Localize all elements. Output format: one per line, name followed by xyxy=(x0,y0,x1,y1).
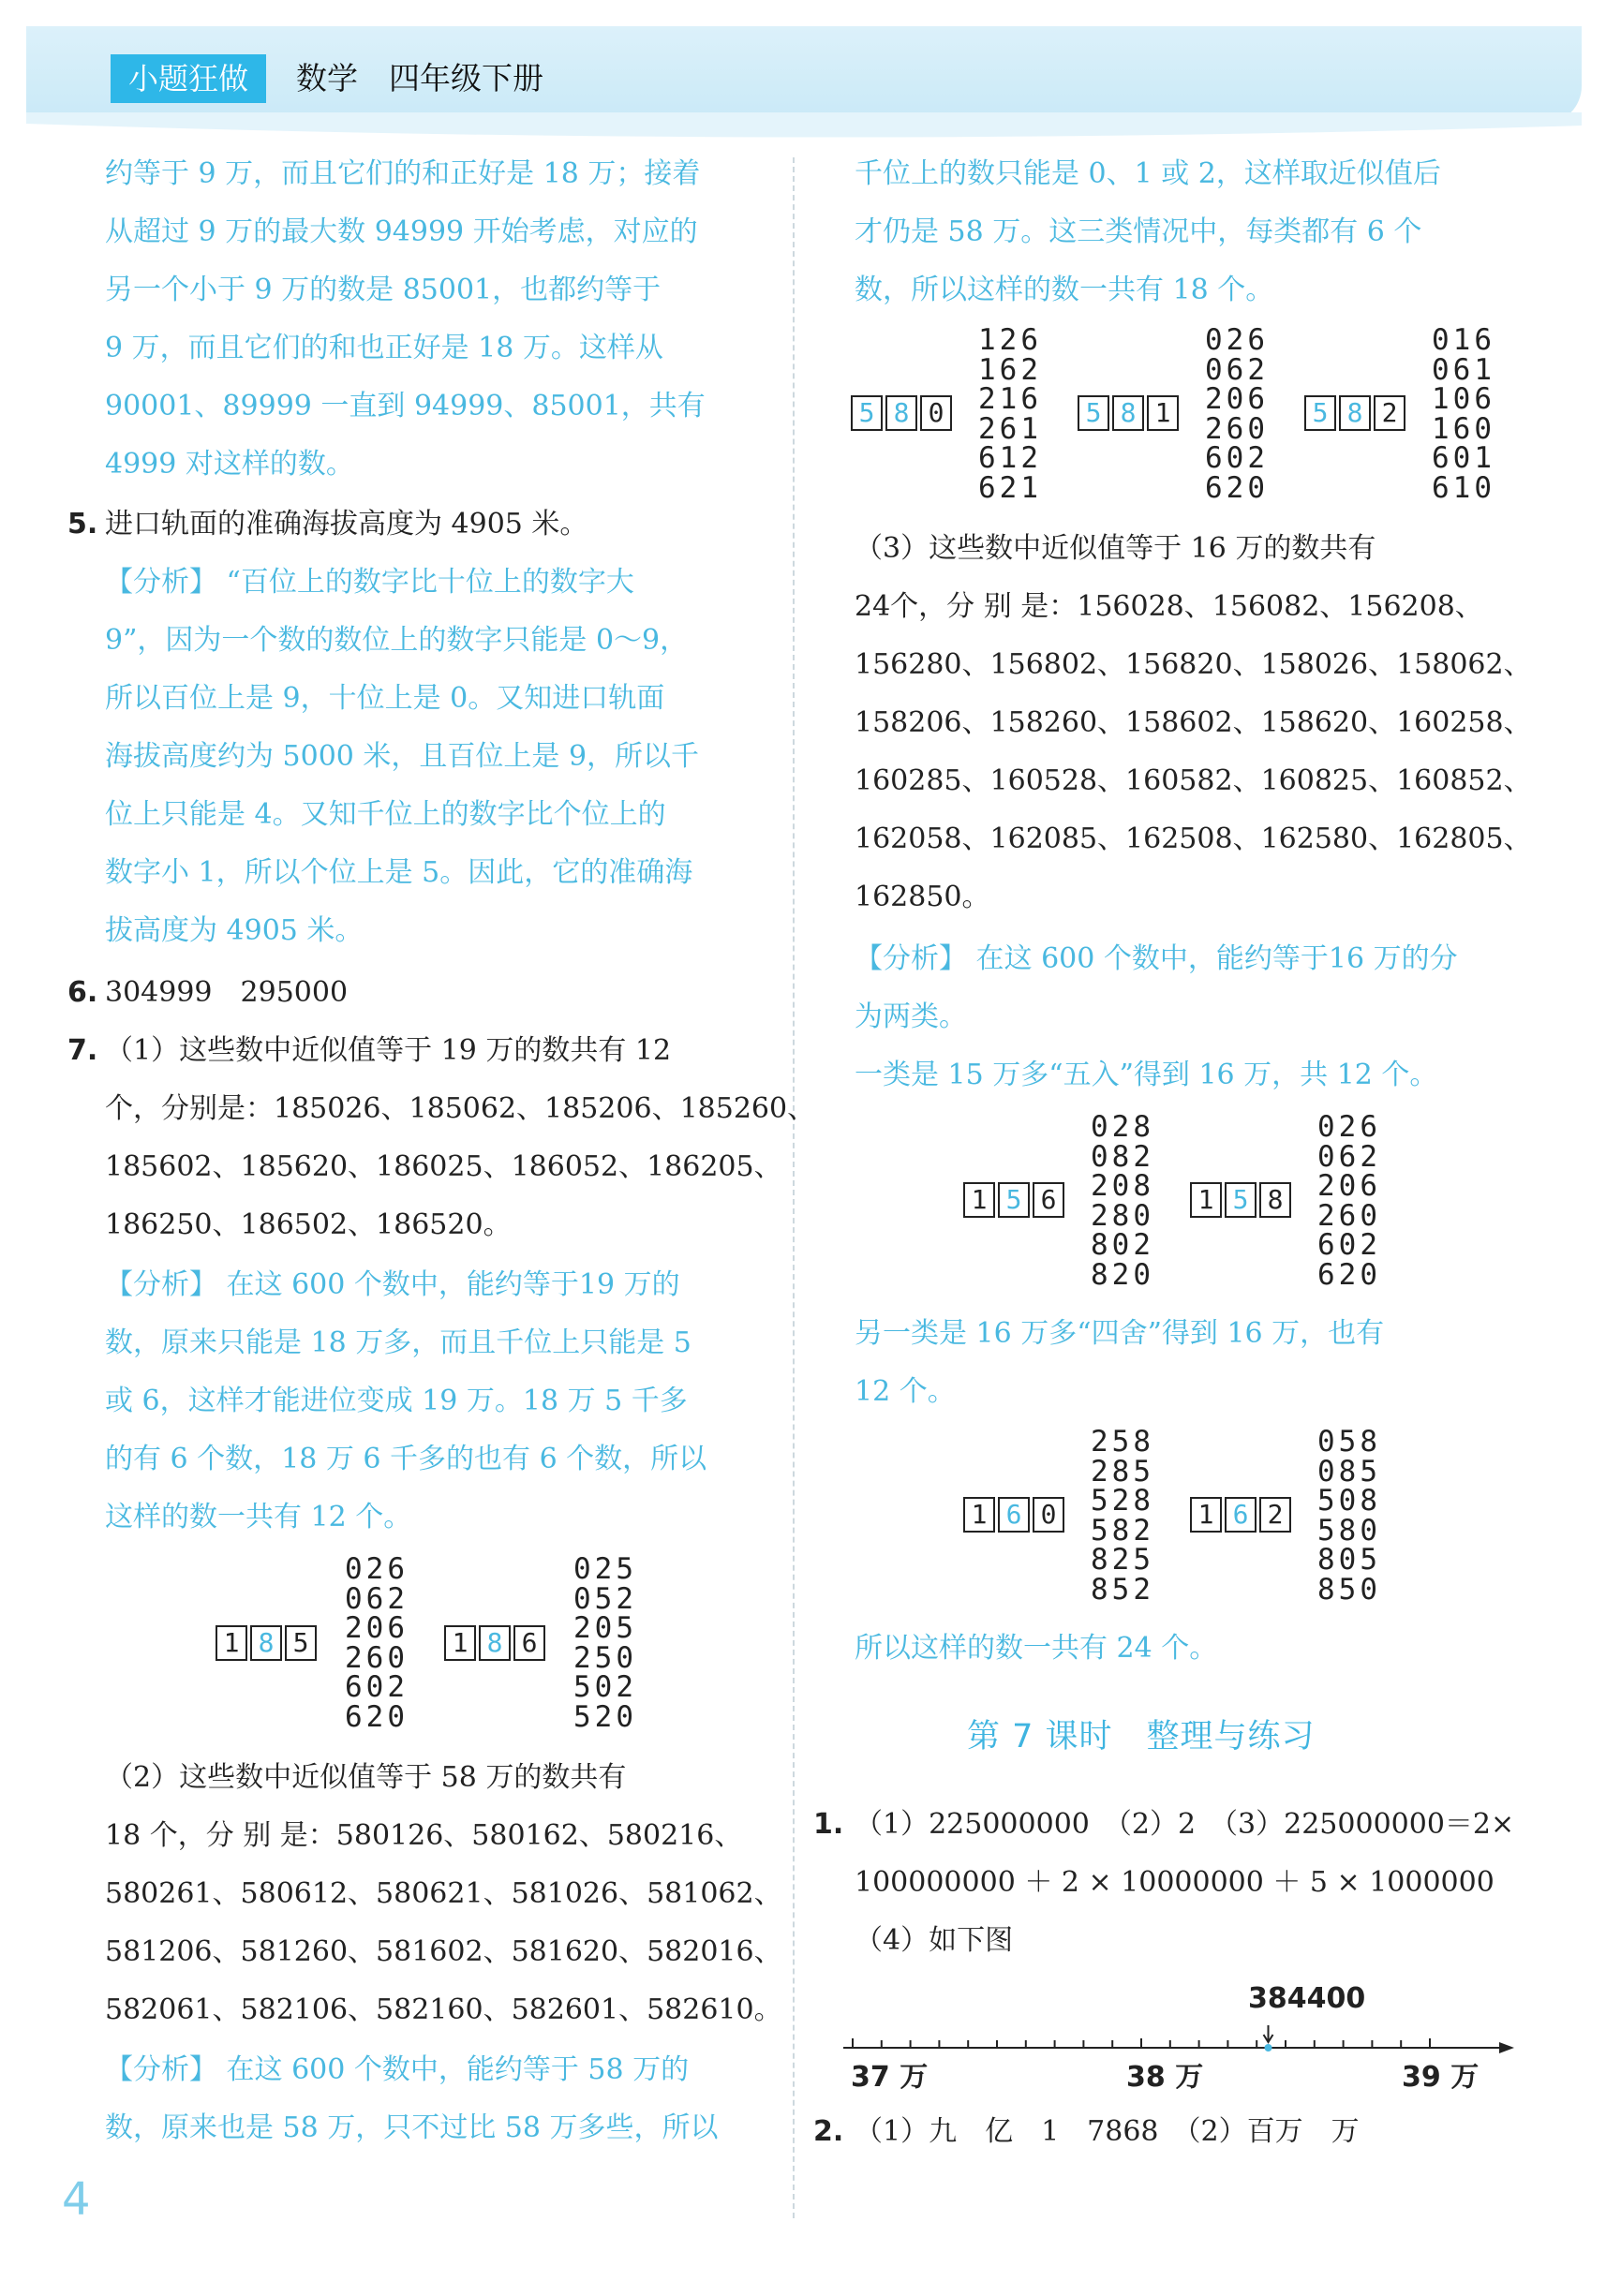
stack-item: 216 xyxy=(978,382,1042,416)
page-number: 4 xyxy=(62,2173,91,2226)
stack-item: 261 xyxy=(978,411,1042,446)
stack-item: 802 xyxy=(1091,1228,1154,1262)
answer-line: 18 个，分 别 是：580126、580162、580216、 xyxy=(105,1819,743,1852)
answer-line: 582061、582106、582160、582601、582610。 xyxy=(105,1993,782,2026)
stack-item: 582 xyxy=(1091,1513,1154,1548)
answer-line: （1）九 亿 1 7868 （2）百万 万 xyxy=(855,2115,1360,2148)
stack-item: 026 xyxy=(1317,1110,1381,1144)
number-line-marker-label: 384400 xyxy=(1248,1982,1366,2015)
analysis-line: 【分析】 在这 600 个数中，能约等于 58 万的 xyxy=(105,2053,690,2086)
stack-item: 260 xyxy=(345,1640,409,1675)
digit-box: 2 xyxy=(1374,395,1405,431)
stack-item: 285 xyxy=(1091,1454,1154,1489)
analysis-line: 千位上的数只能是 0、1 或 2，这样取近似值后 xyxy=(855,157,1441,190)
stack-item: 520 xyxy=(573,1699,637,1734)
digit-box: 5 xyxy=(285,1625,317,1661)
digit-box: 8 xyxy=(479,1625,511,1661)
stack-item: 205 xyxy=(573,1611,637,1645)
stack-item: 805 xyxy=(1317,1543,1381,1577)
digit-box: 8 xyxy=(1112,395,1144,431)
analysis-line: 另一类是 16 万多“四舍”得到 16 万，也有 xyxy=(855,1317,1385,1350)
digit-stack xyxy=(1205,323,1269,505)
answer-line: （1）225000000 （2）2 （3）225000000＝2× xyxy=(855,1808,1515,1841)
arrow-head-icon xyxy=(1499,2042,1514,2053)
analysis-line: 拔高度为 4905 米。 xyxy=(105,914,364,947)
digit-box: 5 xyxy=(1304,395,1336,431)
stack-item: 106 xyxy=(1432,382,1495,416)
stack-item: 082 xyxy=(1091,1139,1154,1174)
stack-item: 062 xyxy=(345,1581,409,1616)
intro-line: 约等于 9 万，而且它们的和正好是 18 万；接着 xyxy=(105,157,701,190)
answer-line: 162850。 xyxy=(855,881,990,913)
analysis-line: 12 个。 xyxy=(855,1375,956,1408)
digit-boxes xyxy=(963,1497,1067,1533)
digit-boxes xyxy=(963,1182,1067,1218)
number-line-label: 37 万 xyxy=(851,2061,929,2094)
stack-item: 026 xyxy=(345,1552,409,1586)
digit-box: 6 xyxy=(513,1625,545,1661)
question-number: 5. xyxy=(67,508,98,541)
answer-line: 581206、581260、581602、581620、582016、 xyxy=(105,1935,782,1968)
digit-box: 2 xyxy=(1259,1497,1291,1533)
stack-item: 025 xyxy=(573,1552,637,1586)
analysis-line: 【分析】 “百位上的数字比十位上的数字大 xyxy=(105,566,634,599)
analysis-line: 为两类。 xyxy=(855,1000,967,1033)
stack-item: 825 xyxy=(1091,1543,1154,1577)
stack-item: 612 xyxy=(978,441,1042,475)
intro-line: 90001、89999 一直到 94999、85001，共有 xyxy=(105,390,706,422)
answer-line: 162058、162085、162508、162580、162805、 xyxy=(855,822,1532,855)
answer-text: 进口轨面的准确海拔高度为 4905 米。 xyxy=(105,508,588,541)
answer-text: 304999 295000 xyxy=(105,976,349,1009)
analysis-line: 才仍是 58 万。这三类情况中，每类都有 6 个 xyxy=(855,215,1422,248)
intro-line: 另一个小于 9 万的数是 85001，也都约等于 xyxy=(105,274,662,306)
analysis-line: 数，原来只能是 18 万多，而且千位上只能是 5 xyxy=(105,1326,691,1359)
digit-box: 8 xyxy=(250,1625,282,1661)
answer-line: 185602、185620、186025、186052、186205、 xyxy=(105,1150,782,1183)
intro-line: 4999 对这样的数。 xyxy=(105,448,354,481)
answer-line: （2）这些数中近似值等于 58 万的数共有 xyxy=(105,1761,627,1794)
digit-boxes xyxy=(1190,1182,1294,1218)
stack-item: 206 xyxy=(1205,382,1269,416)
digit-box: 1 xyxy=(963,1182,995,1218)
question-number: 2. xyxy=(813,2115,844,2148)
digit-stack xyxy=(1432,323,1495,505)
answer-line: （1）这些数中近似值等于 19 万的数共有 12 xyxy=(105,1034,672,1067)
stack-item: 502 xyxy=(573,1670,637,1704)
digit-box: 1 xyxy=(1190,1182,1222,1218)
answer-line: 24个，分 别 是：156028、156082、156208、 xyxy=(855,590,1483,623)
stack-item: 208 xyxy=(1091,1169,1154,1203)
analysis-line: 数，原来也是 58 万，只不过比 58 万多些，所以 xyxy=(105,2111,719,2144)
series-badge: 小题狂做 xyxy=(111,54,266,103)
intro-line: 从超过 9 万的最大数 94999 开始考虑，对应的 xyxy=(105,215,698,248)
number-line-label: 39 万 xyxy=(1402,2061,1480,2094)
stack-item: 160 xyxy=(1432,411,1495,446)
answer-line: 156280、156802、156820、158026、158062、 xyxy=(855,648,1532,681)
digit-box: 5 xyxy=(851,395,883,431)
digit-box: 6 xyxy=(1033,1182,1064,1218)
stack-item: 260 xyxy=(1317,1198,1381,1233)
digit-stack xyxy=(1317,1110,1381,1292)
stack-item: 162 xyxy=(978,352,1042,387)
digit-stack xyxy=(1091,1110,1154,1292)
analysis-line: 的有 6 个数，18 万 6 千多的也有 6 个数，所以 xyxy=(105,1443,707,1475)
analysis-line: 【分析】 在这 600 个数中，能约等于19 万的 xyxy=(105,1268,680,1301)
digit-box: 5 xyxy=(1225,1182,1257,1218)
answer-line: 186250、186502、186520。 xyxy=(105,1208,512,1241)
stack-item: 250 xyxy=(573,1640,637,1675)
digit-stack xyxy=(978,323,1042,505)
number-line xyxy=(843,2023,1593,2080)
column-divider xyxy=(793,157,795,2218)
digit-box: 8 xyxy=(1259,1182,1291,1218)
stack-item: 528 xyxy=(1091,1484,1154,1518)
question-number: 1. xyxy=(813,1808,844,1841)
stack-item: 206 xyxy=(345,1611,409,1645)
stack-item: 602 xyxy=(1205,441,1269,475)
digit-boxes xyxy=(1304,395,1408,431)
marker-arrow-icon xyxy=(1264,2025,1273,2042)
digit-box: 6 xyxy=(998,1497,1030,1533)
stack-item: 085 xyxy=(1317,1454,1381,1489)
stack-item: 620 xyxy=(1317,1257,1381,1292)
analysis-line: 海拔高度约为 5000 米，且百位上是 9，所以千 xyxy=(105,740,700,773)
analysis-line: 数，所以这样的数一共有 18 个。 xyxy=(855,274,1274,306)
stack-item: 260 xyxy=(1205,411,1269,446)
digit-boxes xyxy=(851,395,955,431)
stack-item: 026 xyxy=(1205,323,1269,357)
digit-box: 1 xyxy=(963,1497,995,1533)
digit-box: 8 xyxy=(1339,395,1371,431)
digit-box: 1 xyxy=(216,1625,247,1661)
digit-stack xyxy=(1091,1425,1154,1607)
digit-box: 1 xyxy=(1147,395,1179,431)
stack-item: 062 xyxy=(1317,1139,1381,1174)
stack-item: 126 xyxy=(978,323,1042,357)
stack-item: 620 xyxy=(345,1699,409,1734)
analysis-line: 或 6，这样才能进位变成 19 万。18 万 5 千多 xyxy=(105,1385,688,1417)
question-number: 7. xyxy=(67,1034,98,1067)
answer-line: （3）这些数中近似值等于 16 万的数共有 xyxy=(855,532,1376,565)
digit-stack xyxy=(1317,1425,1381,1607)
stack-item: 280 xyxy=(1091,1198,1154,1233)
question-number: 6. xyxy=(67,976,98,1009)
digit-boxes xyxy=(1190,1497,1294,1533)
stack-item: 610 xyxy=(1432,470,1495,505)
analysis-line: 【分析】 在这 600 个数中，能约等于16 万的分 xyxy=(855,942,1458,975)
digit-box: 5 xyxy=(998,1182,1030,1218)
stack-item: 061 xyxy=(1432,352,1495,387)
number-line-label: 38 万 xyxy=(1126,2061,1204,2094)
stack-item: 508 xyxy=(1317,1484,1381,1518)
stack-item: 052 xyxy=(573,1581,637,1616)
stack-item: 820 xyxy=(1091,1257,1154,1292)
stack-item: 580 xyxy=(1317,1513,1381,1548)
number-line-point xyxy=(1265,2044,1272,2052)
analysis-line: 所以这样的数一共有 24 个。 xyxy=(855,1632,1218,1665)
header-wave xyxy=(26,112,1582,150)
digit-stack xyxy=(345,1552,409,1734)
stack-item: 602 xyxy=(1317,1228,1381,1262)
analysis-line: 位上只能是 4。又知千位上的数字比个位上的 xyxy=(105,798,666,831)
stack-item: 016 xyxy=(1432,323,1495,357)
stack-item: 852 xyxy=(1091,1572,1154,1607)
digit-boxes xyxy=(1078,395,1182,431)
analysis-line: 一类是 15 万多“五入”得到 16 万，共 12 个。 xyxy=(855,1059,1438,1091)
stack-item: 028 xyxy=(1091,1110,1154,1144)
analysis-line: 数字小 1，所以个位上是 5。因此，它的准确海 xyxy=(105,856,693,889)
answer-line: 100000000 ＋ 2 × 10000000 ＋ 5 × 1000000 xyxy=(855,1866,1494,1899)
lesson-title: 第 7 课时 整理与练习 xyxy=(967,1718,1316,1755)
stack-item: 621 xyxy=(978,470,1042,505)
answer-line: 160285、160528、160582、160825、160852、 xyxy=(855,764,1532,797)
stack-item: 850 xyxy=(1317,1572,1381,1607)
answer-line: 580261、580612、580621、581026、581062、 xyxy=(105,1877,782,1910)
stack-item: 602 xyxy=(345,1670,409,1704)
answer-line: （4）如下图 xyxy=(855,1924,1014,1957)
digit-stack xyxy=(573,1552,637,1734)
stack-item: 062 xyxy=(1205,352,1269,387)
stack-item: 601 xyxy=(1432,441,1495,475)
answer-line: 158206、158260、158602、158620、160258、 xyxy=(855,706,1532,739)
stack-item: 206 xyxy=(1317,1169,1381,1203)
digit-box: 5 xyxy=(1078,395,1109,431)
digit-box: 6 xyxy=(1225,1497,1257,1533)
intro-line: 9 万，而且它们的和也正好是 18 万。这样从 xyxy=(105,332,663,364)
book-title: 数学 四年级下册 xyxy=(296,60,543,96)
analysis-line: 这样的数一共有 12 个。 xyxy=(105,1501,412,1533)
digit-boxes xyxy=(444,1625,548,1661)
digit-boxes xyxy=(216,1625,320,1661)
digit-box: 8 xyxy=(885,395,917,431)
stack-item: 058 xyxy=(1317,1425,1381,1459)
digit-box: 1 xyxy=(444,1625,476,1661)
stack-item: 258 xyxy=(1091,1425,1154,1459)
stack-item: 620 xyxy=(1205,470,1269,505)
analysis-line: 9”，因为一个数的数位上的数字只能是 0～9， xyxy=(105,624,689,657)
digit-box: 0 xyxy=(1033,1497,1064,1533)
answer-line: 个，分别是：185026、185062、185206、185260、 xyxy=(105,1092,816,1125)
analysis-line: 所以百位上是 9，十位上是 0。又知进口轨面 xyxy=(105,682,665,715)
digit-box: 1 xyxy=(1190,1497,1222,1533)
digit-box: 0 xyxy=(920,395,952,431)
